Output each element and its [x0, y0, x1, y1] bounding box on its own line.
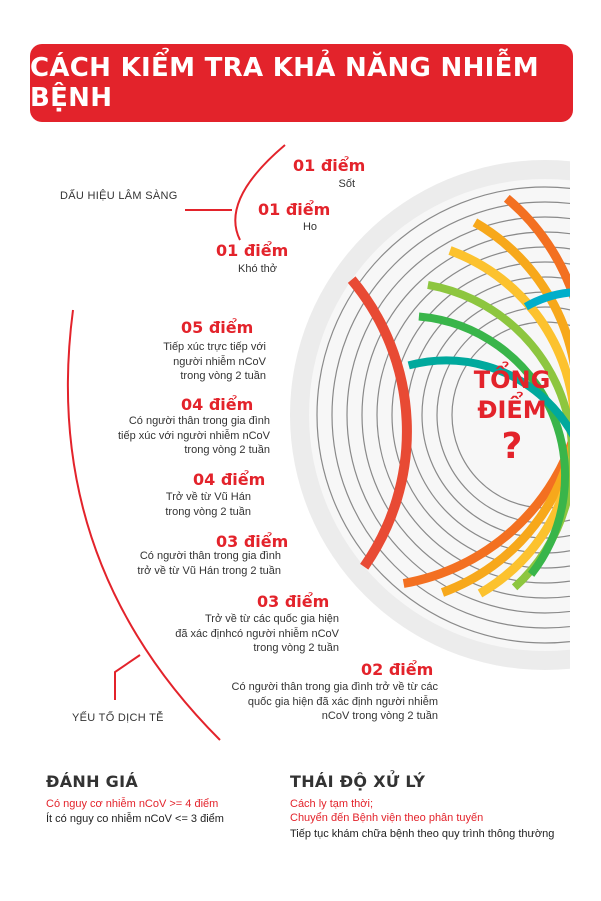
clinical-breath-points: 01 điểm	[216, 241, 289, 260]
epi-item-1-points: 05 điểm	[181, 318, 254, 337]
clinical-group-label: DẤU HIỆU LÂM SÀNG	[60, 190, 178, 202]
epi-item-2-points: 04 điểm	[181, 395, 254, 414]
epi-bracket-tick	[115, 655, 140, 700]
epi-item-1-desc: Tiếp xúc trực tiếp với người nhiễm nCoV trong vòng 2 tuần	[163, 341, 266, 382]
page-title: CÁCH KIỂM TRA KHẢ NĂNG NHIỄM BỆNH	[30, 53, 539, 113]
total-score-title: TỔNG ĐIỂM	[473, 366, 551, 424]
handling-continue: Tiếp tục khám chữa bệnh theo quy trình thông thường	[290, 828, 555, 840]
handling-heading: THÁI ĐỘ XỬ LÝ	[290, 772, 426, 791]
handling-transfer: Chuyển đến Bệnh viện theo phân tuyến	[290, 812, 484, 824]
epi-item-3-points: 04 điểm	[193, 470, 266, 489]
title-banner	[30, 44, 573, 122]
clinical-fever-points: 01 điểm	[293, 156, 366, 175]
epi-item-4-points: 03 điểm	[216, 532, 289, 551]
epi-item-6-desc: Có người thân trong gia đình trở về từ các quốc gia hiện đã xác định người nhiễm nCoV trong vòng 2 tuần	[231, 681, 438, 722]
clinical-breath-desc: Khó thở	[237, 263, 277, 275]
epi-group-label: YẾU TỐ DỊCH TỄ	[72, 712, 164, 724]
epi-item-5-desc: Trở về từ các quốc gia hiện đã xác địnhcó người nhiễm nCoV trong vòng 2 tuần	[175, 613, 339, 654]
epi-item-4-desc: Có người thân trong gia đình trở về từ Vũ Hán trong 2 tuần	[137, 550, 281, 577]
epi-item-5-points: 03 điểm	[257, 592, 330, 611]
clinical-cough-points: 01 điểm	[258, 200, 331, 219]
evaluation-low-risk: Ít có nguy co nhiễm nCoV <= 3 điểm	[46, 813, 224, 825]
epi-item-3-desc: Trở về từ Vũ Hán trong vòng 2 tuần	[165, 491, 251, 518]
question-mark: ?	[501, 426, 523, 467]
epi-item-6-points: 02 điểm	[361, 660, 434, 679]
handling-isolation: Cách ly tạm thời;	[290, 798, 374, 810]
clinical-cough-desc: Ho	[302, 221, 317, 233]
epi-item-2-desc: Có người thân trong gia đình tiếp xúc với người nhiễm nCoV trong vòng 2 tuần	[117, 415, 270, 456]
clinical-fever-desc: Sốt	[338, 178, 355, 190]
evaluation-heading: ĐÁNH GIÁ	[46, 772, 139, 791]
clinical-bracket	[235, 145, 285, 240]
evaluation-high-risk: Có nguy cơ nhiễm nCoV >= 4 điểm	[46, 798, 219, 810]
